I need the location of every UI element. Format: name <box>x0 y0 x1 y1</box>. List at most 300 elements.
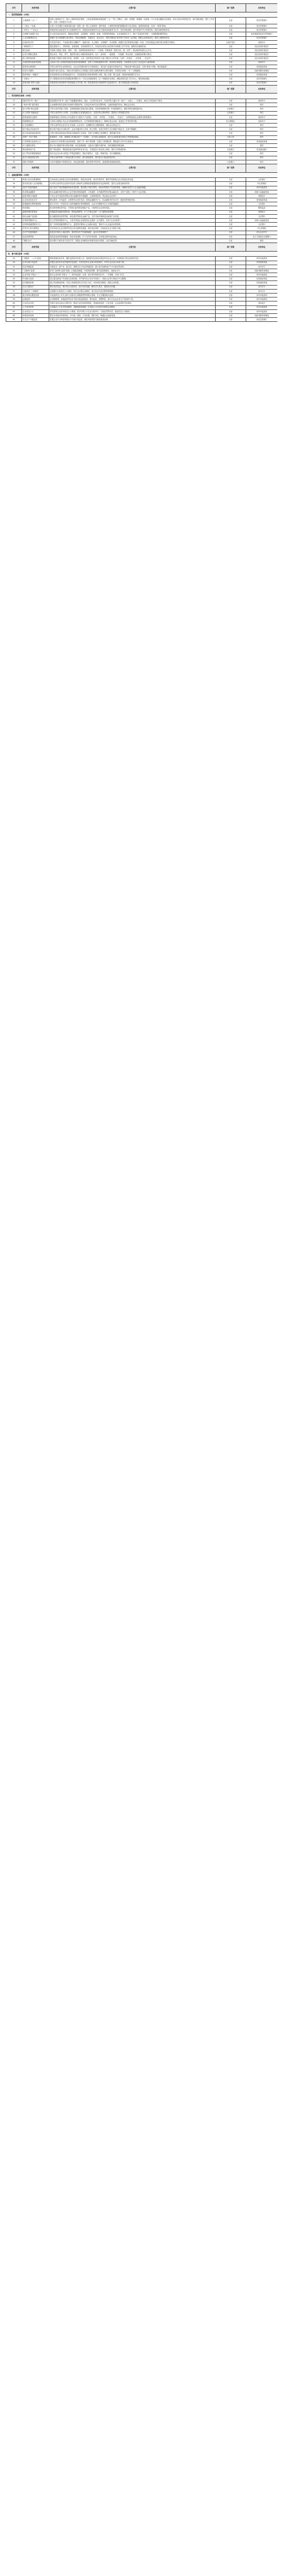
cell-no: 1 <box>6 18 22 24</box>
cell-name: “拿地即开工” <box>22 44 49 48</box>
cell-desc: 对符合条件的企业投资项目，由企业对照标准作出书面承诺后，相关部门直接作出审批决定，并强化事中事后监管，实现“事前少审批、事后强监管”。 <box>49 65 216 69</box>
cell-no: 32 <box>6 160 22 164</box>
cell-no: 4 <box>6 32 22 36</box>
cell-name: 农村产权抵押融资 <box>22 231 49 235</box>
cell-unit: 省司法厅 <box>246 285 278 289</box>
table-row <box>6 65 278 69</box>
column-header-unit: 负责单位 <box>246 164 278 172</box>
cell-unit: 海关 <box>246 131 278 135</box>
cell-unit: 海关 <box>246 107 278 111</box>
column-header-scope: 推广范围 <box>216 164 246 172</box>
table-row <box>6 156 278 160</box>
section-title: 四、事中事后监管（16项） <box>6 251 278 257</box>
cell-no: 16 <box>6 81 22 85</box>
cell-scope: 全省 <box>216 301 246 305</box>
cell-scope: 全省 <box>216 265 246 269</box>
cell-scope: 全省 <box>216 313 246 317</box>
cell-scope: 全省 <box>216 285 246 289</box>
table-row <box>6 186 278 190</box>
cell-name: 项目代办服务 <box>22 69 49 73</box>
cell-name: 土地调查“三合一” <box>22 18 49 24</box>
column-header-desc: 主要内容 <box>49 4 216 12</box>
table-row <box>6 289 278 293</box>
table-row <box>6 194 278 198</box>
cell-unit: 海关 <box>246 127 278 131</box>
cell-unit: 人民银行 <box>246 223 278 227</box>
cell-scope: 全省 <box>216 139 246 143</box>
cell-no: 40 <box>6 206 22 210</box>
cell-no: 18 <box>6 103 22 107</box>
cell-name: 创业担保贷款 <box>22 235 49 239</box>
cell-no: 26 <box>6 135 22 139</box>
cell-desc: 推行出口退税申报无纸化管理，优化退税流程，压缩出口退税办理时间，加快退税款到账速度。 <box>49 144 216 148</box>
cell-desc: 支持综合保税区内企业开展保税维修业务，允许维修物料保税进口，维修后复运出境，促进加工贸易转型升级。 <box>49 119 216 123</box>
table-row <box>6 44 278 48</box>
cell-no: 45 <box>6 227 22 231</box>
cell-name: 行政执法“三项制度” <box>22 289 49 293</box>
cell-scope: 全省 <box>216 156 246 160</box>
cell-unit: 省民政厅 <box>246 301 278 305</box>
table-row <box>6 53 278 57</box>
column-header-desc: 主要内容 <box>49 85 216 93</box>
section-row <box>6 93 278 99</box>
cell-desc: 整合执法队伍，推行综合行政执法，减少执法层级，解决多头执法、重复执法问题。 <box>49 285 216 289</box>
column-header-scope: 推广范围 <box>216 243 246 252</box>
cell-no: 27 <box>6 139 22 143</box>
table-row <box>6 103 278 107</box>
table-row <box>6 49 278 53</box>
cell-no: 37 <box>6 194 22 198</box>
cell-scope: 全省 <box>216 77 246 81</box>
section-title: 三、金融创新领域（16项） <box>6 172 278 178</box>
table-row <box>6 281 278 285</box>
cell-no: 3 <box>6 28 22 32</box>
cell-unit: 海关 <box>246 124 278 127</box>
cell-desc: 推行企业年报“多报合一”，将市场监管、社保、统计等年报事项合并，一次填报、多部门共享。 <box>49 273 216 277</box>
table-row <box>6 148 278 152</box>
cell-scope: 全省 <box>216 206 246 210</box>
cell-no: 52 <box>6 269 22 273</box>
column-header-no: 序号 <box>6 164 22 172</box>
cell-unit: 省自然资源厅 <box>246 18 278 24</box>
cell-desc: 推行以企业为单元的加工贸易监管模式，简化手册设立、变更、核销手续，实行周期核销。 <box>49 152 216 156</box>
cell-unit: 省人力资源社会保障厅 <box>246 235 278 239</box>
cell-desc: 将建设项目选址意见书与用地预审合并，将建设用地规划许可证与建设用地批准书合并，优化审批流程，减少审批环节与申报材料，提高用地审批效率。 <box>49 28 216 32</box>
cell-scope: 全省 <box>216 227 246 231</box>
cell-name: 汇总征税模式 <box>22 124 49 127</box>
cell-no: 14 <box>6 73 22 77</box>
cell-no: 24 <box>6 127 22 131</box>
column-header-no: 序号 <box>6 4 22 12</box>
cell-unit: 省财政厅 <box>246 210 278 214</box>
table-row <box>6 127 278 131</box>
table-header-row <box>6 164 278 172</box>
cell-name: 保税维修业务 <box>22 119 49 123</box>
table-row <box>6 182 278 186</box>
cell-name: 口岸收费目录清单公示 <box>22 139 49 143</box>
cell-desc: 对进口预包装食品标签检验实施监管方式改革，实施“合格假定”监管模式，提高通关效率。 <box>49 131 216 135</box>
cell-desc: 依据企业安全风险等级实行分级分类监管，强化风险管控与隐患排查治理。 <box>49 318 216 322</box>
table-row <box>6 131 278 135</box>
cell-scope: 全省 <box>216 115 246 119</box>
cell-scope: 全省 <box>216 32 246 36</box>
table-row <box>6 202 278 206</box>
cell-unit: 海关 <box>246 111 278 115</box>
cell-no: 31 <box>6 156 22 160</box>
column-header-no: 序号 <box>6 85 22 93</box>
cell-scope: 全省 <box>216 219 246 223</box>
cell-scope: 全省 <box>216 49 246 53</box>
table-row <box>6 301 278 305</box>
cell-scope: 全省 <box>216 198 246 202</box>
table-row <box>6 285 278 289</box>
cell-unit: 省住房城乡建设厅 <box>246 44 278 48</box>
cell-scope: 全省港口 <box>216 107 246 111</box>
cell-scope: 全省 <box>216 127 246 131</box>
cell-unit: 海关 <box>246 152 278 156</box>
cell-scope: 全省港口 <box>216 160 246 164</box>
cell-desc: 创新土地调查方式，推行土地利用现状调查、土地变更调查和遥感监测“三合一”的工作模式，以统一底图统一数据统一标准统一平台实施全覆盖动态调查，同步完成多项调查任务，减少重复调查，提升工作效率，实现一次调查多方共享。 <box>49 18 216 24</box>
cell-unit: 省自然资源厅 <box>246 28 278 32</box>
cell-no: 12 <box>6 65 22 69</box>
cell-desc: 发挥行业协会商会自律作用，推动行业信用体系建设，形成政府监管、行业自律、社会监督的共治格局。 <box>49 301 216 305</box>
cell-unit: 省政务服务管理局 <box>246 269 278 273</box>
cell-scope: 全省 <box>216 261 246 265</box>
cell-no: 28 <box>6 144 22 148</box>
table-row <box>6 144 278 148</box>
cell-no: 44 <box>6 223 22 227</box>
table-row <box>6 178 278 182</box>
table-row <box>6 198 278 202</box>
cell-name: 货物“一站式”查验 <box>22 135 49 139</box>
cell-desc: 提高创业担保贷款额度，简化申请流程，扩大支持对象范围，支持重点群体创业就业。 <box>49 235 216 239</box>
cell-desc: 企业概要申报后经海关同意即可提离货物，在规定时间内完成完整申报，压缩货物通关时间，降低企业成本。 <box>49 103 216 107</box>
cell-unit: 省住房城乡建设厅 <box>246 57 278 61</box>
cell-name: 区域评估共享 <box>22 40 49 44</box>
column-header-name: 改革举措 <box>22 4 49 12</box>
cell-unit: 省农业农村厅 <box>246 231 278 235</box>
cell-no: 50 <box>6 261 22 265</box>
cell-no: 61 <box>6 305 22 309</box>
cell-scope: 全省 <box>216 182 246 186</box>
cell-scope: 全省 <box>216 281 246 285</box>
cell-unit: 银保监局 <box>246 206 278 210</box>
table-row <box>6 305 278 309</box>
cell-no: 8 <box>6 49 22 53</box>
column-header-scope: 推广范围 <box>216 4 246 12</box>
cell-name: 首贷续贷服务中心 <box>22 219 49 223</box>
cell-name: 出口退税无纸化 <box>22 144 49 148</box>
cell-no: 60 <box>6 301 22 305</box>
cell-desc: 对建设工程竣工规划、消防、人防、档案等验收事项实行“一口受理、并联验收、限时办结、统一出件”，推动验收结果互认共享。 <box>49 49 216 53</box>
cell-name: 建设用地“预审+选址” <box>22 81 49 85</box>
cell-unit: 省市场监管局 <box>246 186 278 190</box>
column-header-no: 序号 <box>6 243 22 252</box>
table-row <box>6 313 278 317</box>
cell-name: 海运提单电子化 <box>22 148 49 152</box>
table-row <box>6 210 278 214</box>
cell-unit: 税务 <box>246 239 278 243</box>
column-header-name: 改革举措 <box>22 85 49 93</box>
cell-no: 15 <box>6 77 22 81</box>
cell-scope: 全省港口 <box>216 111 246 115</box>
table-row <box>6 57 278 61</box>
cell-desc: 在各类开发区、产业园区推行压覆矿产、地质灾害、水土保持、文物保护、洪水影响、地震安全性等事项区域统一评估，评估结果由区域内项目免费共享使用。 <box>49 40 216 44</box>
table-row <box>6 160 278 164</box>
cell-desc: 建立健全跨部门失信联合惩戒机制，对严重失信主体在市场准入、资质认定等方面依法予以限制。 <box>49 277 216 281</box>
document-page <box>6 3 277 322</box>
section-title: 一、投资管理领域（16项） <box>6 12 278 18</box>
cell-unit: 省地方金融监管局 <box>246 219 278 223</box>
cell-unit: 外汇管理局 <box>246 227 278 231</box>
cell-name: 跨境电商综合服务 <box>22 115 49 119</box>
cell-name: 企业年报“多报合一” <box>22 273 49 277</box>
cell-unit: 人民银行 <box>246 202 278 206</box>
cell-name: 出口货物“抵港直装” <box>22 111 49 115</box>
cell-unit: 省发展改革委省自然资源厅 <box>246 32 278 36</box>
cell-unit: 省市场监管局 <box>246 309 278 313</box>
table-row <box>6 294 278 297</box>
cell-desc: 运用物联网、视频监控等技术手段开展远程监管、移动监管、预警防控，减少对企业正常生产经营的干扰。 <box>49 297 216 301</box>
cell-desc: 整合各类投诉举报热线，实行统一受理、分类处置、限时办结，畅通社会监督渠道。 <box>49 313 216 317</box>
cell-scope: 全省 <box>216 210 246 214</box>
cell-unit: 人民银行 <box>246 178 278 182</box>
cell-scope: 全省 <box>216 309 246 313</box>
cell-unit: 省商务厅 <box>246 99 278 103</box>
table-row <box>6 190 278 194</box>
cell-name: 企业信息公示 <box>22 309 49 313</box>
cell-name: 投资审批“一网通办” <box>22 73 49 77</box>
cell-name: “互联网+监管” <box>22 269 49 273</box>
table-row <box>6 81 278 85</box>
column-header-unit: 负责单位 <box>246 243 278 252</box>
table-row <box>6 297 278 301</box>
table-row <box>6 318 278 322</box>
cell-desc: 依托国家企业信用信息公示系统，依法归集公示企业行政许可、行政处罚等信息，推进信息公开透明。 <box>49 309 216 313</box>
cell-scope: 全省 <box>216 81 246 85</box>
cell-scope: 全省港口 <box>216 148 246 152</box>
cell-name: “多测合一” <box>22 77 49 81</box>
cell-scope: 全省 <box>216 144 246 148</box>
cell-desc: 对符合条件的企业实行汇总征税，企业可在一定期限内汇总缴纳税款，减轻企业资金压力。 <box>49 124 216 127</box>
cell-desc: 依托投资项目在线审批监管平台，实现投资项目审批事项网上申报、网上办理、网上监管，推进审批数据共享互认。 <box>49 73 216 77</box>
cell-no: 53 <box>6 273 22 277</box>
table-row <box>6 139 278 143</box>
cell-scope: 全省 <box>216 28 246 32</box>
cell-desc: 设立首贷续贷服务中心，为首次贷款企业和续贷企业提供一站式服务，实现“无还本续贷”。 <box>49 219 216 223</box>
cell-unit: 海关 <box>246 156 278 160</box>
cell-name: 跨境融资宏观审慎管理 <box>22 202 49 206</box>
cell-desc: 整合供水、供电、供气、通信等市政公用服务报装事项，实行一表申请、一窗受理、一次踏勘、联合验收，压缩报装时限与费用。 <box>49 53 216 57</box>
cell-no: 48 <box>6 239 22 243</box>
cell-unit: 省住房城乡建设厅 <box>246 49 278 53</box>
table-row <box>6 223 278 227</box>
table-row <box>6 135 278 139</box>
cell-name: 公平竞争审查 <box>22 305 49 309</box>
cell-unit: 省司法厅 <box>246 265 278 269</box>
cell-desc: 将建设项目用地预审与规划选址合并办理，统一核发建设项目用地预审与选址意见书，减少审批层级与申请材料。 <box>49 81 216 85</box>
section-row <box>6 12 278 18</box>
cell-unit: 省市场监管局 <box>246 257 278 261</box>
cell-scope: 全省 <box>216 190 246 194</box>
cell-unit: 海关 <box>246 103 278 107</box>
cell-name: 国际贸易“单一窗口” <box>22 99 49 103</box>
cell-scope: 全省 <box>216 305 246 309</box>
cell-scope: 全省 <box>216 57 246 61</box>
table-row <box>6 269 278 273</box>
cell-desc: 全面实行口岸收费目录清单制度，清单之外一律不得收费，定期公示收费标准，降低进出口环节合规成本。 <box>49 139 216 143</box>
cell-desc: 推进海关、边检、海事等口岸查验单位“一次查验”，实行联合登临检查，减少企业重复提交材料与货物重复查验。 <box>49 135 216 139</box>
cell-name: 企业信用信息共享 <box>22 198 49 202</box>
cell-desc: 推行本外币一体化的全口径跨境融资宏观审慎管理，企业可在额度内自主开展跨境融资。 <box>49 202 216 206</box>
cell-desc: 推广应收账款融资服务平台，促进供应链核心企业确认账款，帮助中小企业盘活应收账款。 <box>49 223 216 227</box>
cell-no: 41 <box>6 210 22 214</box>
cell-desc: 对符合条件的出口货物，在运抵港区后直接装船出运，无需在码头堆场等待，提高出口货物通关效率。 <box>49 111 216 115</box>
cell-unit: 省司法厅 <box>246 289 278 293</box>
table-row <box>6 257 278 261</box>
cell-desc: 对信用优良企业实施贸易外汇收支便利化措施，简化单证审核，实现优质企业“秒级”办理。 <box>49 227 216 231</box>
table-header-row <box>6 85 278 93</box>
cell-unit: 省商务厅 <box>246 115 278 119</box>
cell-no: 51 <box>6 265 22 269</box>
cell-name: 应收账款融资服务平台 <box>22 223 49 227</box>
cell-no: 2 <box>6 24 22 28</box>
table-row <box>6 61 278 65</box>
cell-scope: 全省 <box>216 318 246 322</box>
cell-unit: 省商务厅 <box>246 40 278 44</box>
cell-scope: 全省 <box>216 202 246 206</box>
cell-name: 重点领域全覆盖监管 <box>22 294 49 297</box>
cell-name: 施工图审查改革 <box>22 57 49 61</box>
cell-name: 进口食品检验监管优化 <box>22 131 49 135</box>
cell-scope: 全省 <box>216 152 246 156</box>
cell-no: 58 <box>6 294 22 297</box>
cell-desc: 对新技术、新产业、新业态、新模式实行包容审慎监管，推行首次轻微违法不予行政处罚清单。 <box>49 265 216 269</box>
cell-no: 21 <box>6 115 22 119</box>
cell-scope: 全省 <box>216 289 246 293</box>
cell-desc: 构建政府性融资担保体系，降低担保费率，扩大小微企业和“三农”融资担保规模。 <box>49 210 216 214</box>
cell-scope: 全省 <box>216 223 246 227</box>
cell-name: 科技保险 <box>22 206 49 210</box>
cell-desc: 全面落实公平竞争审查制度，清理废除妨碍统一市场和公平竞争的各种规定和做法。 <box>49 305 216 309</box>
cell-scope: 全省 <box>216 124 246 127</box>
cell-desc: 推出研发费用损失险、专利执行险等科技保险产品，分散科技企业研发风险。 <box>49 206 216 210</box>
table-row <box>6 119 278 123</box>
cell-no: 13 <box>6 69 22 73</box>
cell-no: 10 <box>6 57 22 61</box>
cell-scope: 全省口岸 <box>216 135 246 139</box>
cell-unit: 省交通运输厅 <box>246 148 278 152</box>
cell-scope: 全省 <box>216 277 246 281</box>
cell-desc: 对直接涉及公共安全和人民群众生命健康等特殊重点领域，实行全覆盖重点监管。 <box>49 294 216 297</box>
cell-no: 7 <box>6 44 22 48</box>
cell-desc: 支持开展国际中转集拼业务，优化监管流程，提高货物中转效率，促进国际物流枢纽建设。 <box>49 160 216 164</box>
cell-desc: 随机抽取检查对象、随机选派执法检查人员，抽查情况及查处结果及时向社会公开，实现跨部门联合抽查常态化。 <box>49 257 216 261</box>
cell-name: 进出口商品检验采信 <box>22 156 49 160</box>
column-header-desc: 主要内容 <box>49 243 216 252</box>
cell-name: 绿色金融产品创新 <box>22 214 49 218</box>
cell-scope: 全省 <box>216 186 246 190</box>
column-header-unit: 负责单位 <box>246 4 278 12</box>
cell-name: “三规合一”标准 <box>22 24 49 28</box>
cell-no: 46 <box>6 231 22 235</box>
column-header-name: 改革举措 <box>22 164 49 172</box>
table-row <box>6 73 278 77</box>
cell-no: 38 <box>6 198 22 202</box>
cell-desc: 建设跨境电子商务线上综合服务平台和线下产业园区，实现“一次申报、一次查验、一次放行”，为跨境电商企业提供全链条服务。 <box>49 115 216 119</box>
cell-name: 包容审慎监管 <box>22 265 49 269</box>
table-row <box>6 18 278 24</box>
cell-unit: 省商务厅 <box>246 61 278 65</box>
cell-desc: 推广海运提单、集装箱设备交接单等单证电子化，实现进出口单证线上流转，提升口岸物流效率。 <box>49 148 216 152</box>
cell-no: 64 <box>6 318 22 322</box>
cell-unit: 省发展改革委 <box>246 198 278 202</box>
cell-unit: 省发展改革委 <box>246 65 278 69</box>
cell-desc: 允许符合条件的企业资本项目收入使用时无需事前逐笔提供真实性证明材料，提升企业资金使用效率。 <box>49 182 216 186</box>
cell-name: 水电气网联合报装 <box>22 53 49 57</box>
column-header-scope: 推广范围 <box>216 85 246 93</box>
cell-name: 综合行政执法 <box>22 285 49 289</box>
table-row <box>6 111 278 115</box>
table-header-row <box>6 4 278 12</box>
cell-name: 行业协会自律 <box>22 301 49 305</box>
cell-name: 远程监管 <box>22 297 49 301</box>
cell-desc: 以第三次全国国土调查成果为统一底图，统一国土空间规划、城乡规划、土地利用规划的数据标准与技术规范，推进规划衔接，实现“一张图”管理。 <box>49 24 216 28</box>
cell-name: 原产地证书自助打印 <box>22 127 49 131</box>
cell-no: 62 <box>6 309 22 313</box>
table-row <box>6 227 278 231</box>
cell-scope: 全省 <box>216 73 246 77</box>
cell-name: 投资项目承诺制 <box>22 65 49 69</box>
cell-scope: 全省 <box>216 69 246 73</box>
cell-unit: 省市场监管局 <box>246 305 278 309</box>
table-row <box>6 231 278 235</box>
table-body <box>6 4 278 322</box>
cell-desc: 根据产业生命周期与项目特点，采取长期租赁、先租后让、租让结合、弹性年期出让等多种方式供应工业用地，降低企业用地成本，提高土地利用效率。 <box>49 36 216 40</box>
cell-desc: 对工程建设项目涉及的测绘事项整合为一个综合性测绘事项，由一家测绘单位承担，测绘成果各部门共享互认，避免重复测绘。 <box>49 77 216 81</box>
cell-desc: 建立信用修复机制，失信主体按要求纠正失信行为后，可申请信用修复，鼓励主动纠错。 <box>49 281 216 285</box>
cell-desc: 推进施工图数字化联合审查，将消防、人防、技防等技术审查并入施工图设计文件审查，实现“一次送审、一次审查、一次出件”。 <box>49 57 216 61</box>
cell-unit: 省政务服务管理局 <box>246 313 278 317</box>
cell-name: “银税互动” <box>22 239 49 243</box>
table-row <box>6 206 278 210</box>
table-row <box>6 235 278 239</box>
cell-desc: 中标企业可凭政府采购合同向金融机构申请融资，无需抵押担保，资金直达企业账户。 <box>49 194 216 198</box>
cell-scope: 全省 <box>216 103 246 107</box>
cell-name: 贸易外汇收支便利化 <box>22 227 49 231</box>
table-row <box>6 28 278 32</box>
cell-desc: 推动金融机构依托核心企业开展应收账款融资、订单融资、存货融资等供应链金融业务，支持产业链上下游中小企业发展。 <box>49 190 216 194</box>
cell-scope: 全省 <box>216 24 246 28</box>
table-row <box>6 99 278 103</box>
cell-no: 39 <box>6 202 22 206</box>
cell-desc: 全面实行准入前国民待遇加负面清单管理制度，清单之外领域按照内外资一致原则实施管理，外商投资企业设立及变更实行备案管理。 <box>49 61 216 65</box>
cell-unit: 省自然资源厅 <box>246 36 278 40</box>
cell-scope: 全省 <box>216 294 246 297</box>
cell-name: 政府采购合同融资 <box>22 194 49 198</box>
cell-desc: 依托“互联网+监管”系统，汇聚监管数据，开展风险预警，提升监管精准化、智能化水平。 <box>49 269 216 273</box>
cell-no: 54 <box>6 277 22 281</box>
table-row <box>6 273 278 277</box>
cell-name: “两步申报”通关模式 <box>22 103 49 107</box>
cell-unit: 海关 <box>246 160 278 164</box>
cell-scope: 全省 <box>216 36 246 40</box>
cell-unit: 省发展改革委 <box>246 277 278 281</box>
cell-name: 知识产权质押融资 <box>22 186 49 190</box>
cell-unit: 省发展改革委 <box>246 139 278 143</box>
cell-no: 29 <box>6 148 22 152</box>
cell-unit: 省自然资源厅 <box>246 77 278 81</box>
